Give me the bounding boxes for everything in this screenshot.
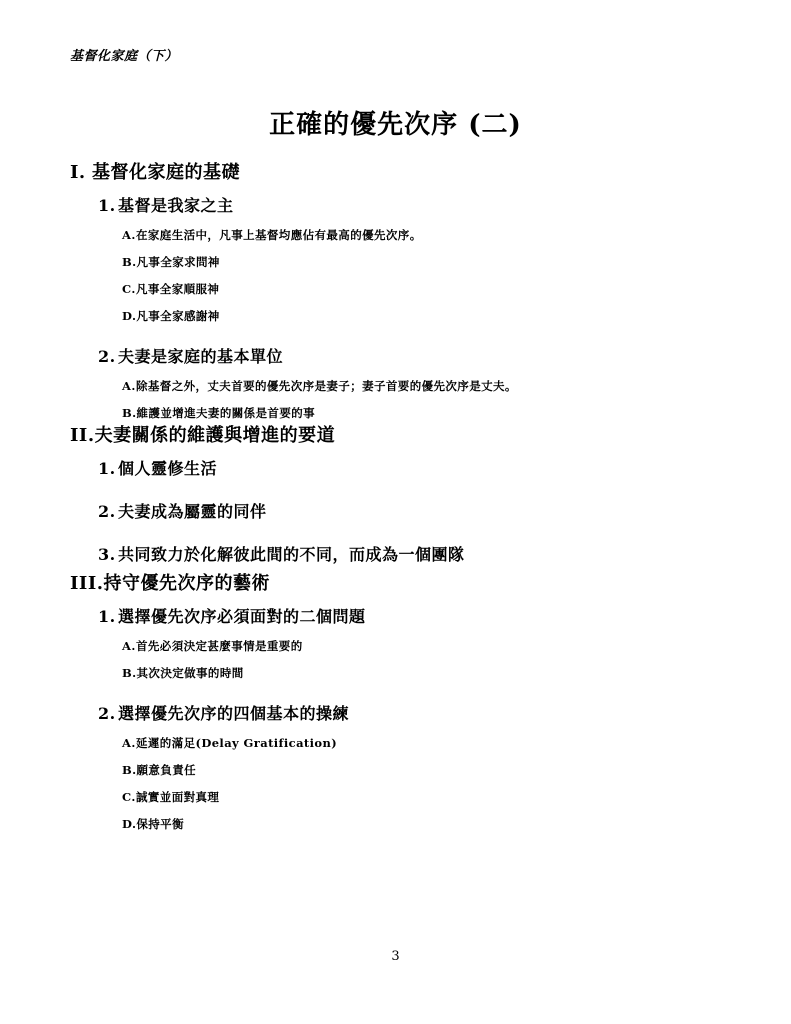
item-number: D. [122,817,137,831]
section-3 [70,569,730,832]
item-number: A. [122,379,136,393]
item-number: A. [122,639,136,653]
item-number: 1. [98,196,116,215]
item-label: 夫妻成為屬靈的同伴 [118,502,267,521]
item-label: 維護並增進夫妻的關係是首要的事 [136,406,316,420]
item-number: A. [122,228,136,242]
list-item [122,378,730,394]
item-number: B. [122,406,137,420]
list-item [122,665,730,681]
item-label: 首先必須決定甚麼事情是重要的 [136,639,303,653]
list-item [98,542,730,565]
list-item [122,254,730,270]
item-label: 凡事全家求問神 [136,255,220,269]
list-item [122,405,730,421]
item-label: 除基督之外，丈夫首要的優先次序是妻子；妻子首要的優先次序是丈夫。 [136,379,517,393]
item-label: 延遲的滿足(Delay Gratification) [136,736,338,750]
section-title: 夫妻關係的維護與增進的要道 [94,425,336,446]
list-item [98,193,730,216]
item-label: 願意負責任 [136,763,197,777]
list-item [122,638,730,654]
section-number: II. [70,425,95,446]
item-label: 夫妻是家庭的基本單位 [118,347,284,366]
item-number: A. [122,736,136,750]
page-number: 3 [391,949,400,964]
item-label: 在家庭生活中，凡事上基督均應佔有最高的優先次序。 [136,228,422,242]
item-label: 選擇優先次序必須面對的二個問題 [118,607,366,626]
list-item [98,456,730,479]
item-label: 凡事全家感謝神 [136,309,220,323]
list-item [122,281,730,297]
item-label: 共同致力於化解彼此間的不同，而成為一個團隊 [118,545,465,564]
item-label: 保持平衡 [136,817,184,831]
list-item [122,308,730,324]
section-heading [70,421,730,447]
running-header: 基督化家庭（下） [70,49,179,64]
section-2 [70,421,730,565]
list-item [98,344,730,367]
list-item [122,735,730,751]
item-number: 3. [98,545,116,564]
item-number: D. [122,309,137,323]
list-item [122,227,730,243]
item-label: 選擇優先次序的四個基本的操練 [118,704,350,723]
item-number: C. [122,282,136,296]
section-title: 基督化家庭的基礎 [92,162,240,183]
item-number: 2. [98,502,116,521]
item-label: 誠實並面對真理 [136,790,220,804]
section-heading [70,569,730,595]
section-number: III. [70,573,104,594]
item-number: B. [122,666,137,680]
item-number: 2. [98,704,116,723]
item-label: 基督是我家之主 [118,196,234,215]
list-item [98,499,730,522]
list-item [122,789,730,805]
section-number: I. [70,162,86,183]
item-number: 1. [98,607,116,626]
item-number: C. [122,790,136,804]
section-title: 持守優先次序的藝術 [103,573,271,594]
item-label: 其次決定做事的時間 [136,666,244,680]
section-1 [70,158,730,421]
item-number: B. [122,255,137,269]
list-item [122,816,730,832]
item-number: 1. [98,459,116,478]
list-item [122,762,730,778]
list-item [98,701,730,724]
item-label: 個人靈修生活 [118,459,218,478]
page-title: 正確的優先次序 (二) [269,110,522,140]
list-item [98,604,730,627]
item-number: B. [122,763,137,777]
document-body [70,158,730,832]
item-label: 凡事全家順服神 [136,282,220,296]
item-number: 2. [98,347,116,366]
section-heading [70,158,730,184]
